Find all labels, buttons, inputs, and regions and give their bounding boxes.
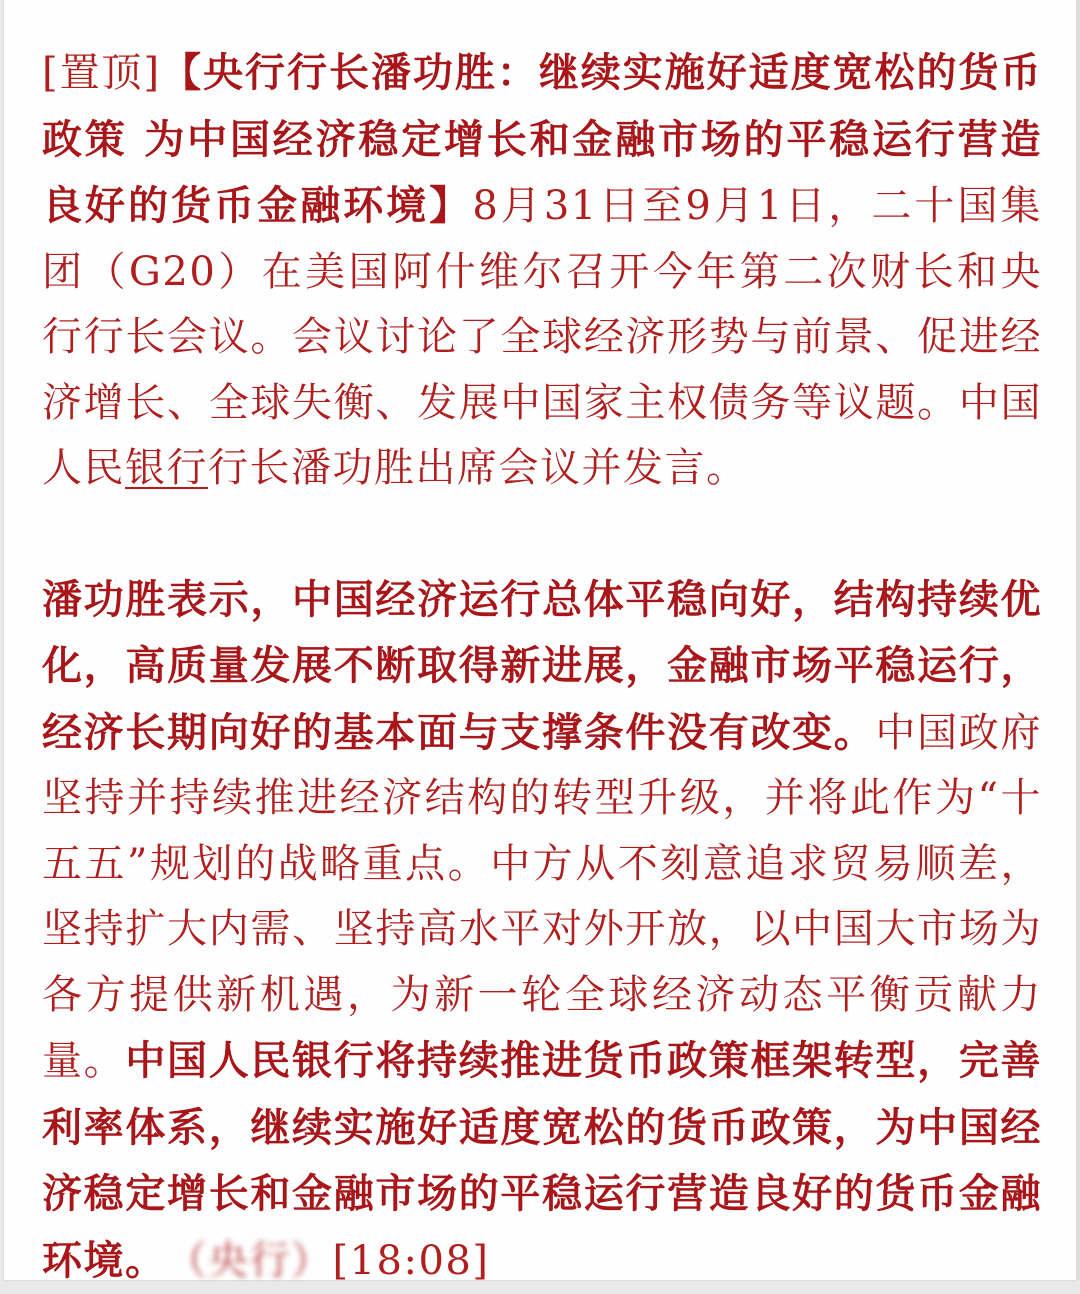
key-statement-1: 潘功胜表示，中国经济运行总体平稳向好，结构持续优化，高质量发展不断取得新进展，金融市场平稳运行，经济长期向好的基本面与支撑条件没有改变。 [42,576,1042,756]
intro-text: 8月31日至9月1日，二十国集团（G20）在美国阿什维尔召开今年第二次财长和央行行长会议。会议讨论了全球经济形势与前景、促进经济增长、全球失衡、发展中国家主权债务等议题。中国人民 [42,183,1042,491]
post-content [42,40,1042,1294]
body-text: 中国政府坚持并持续推进经济结构的转型升级，并将此作为“十五五”规划的战略重点。中方从不刻意追求贸易顺差，坚持扩大内需、坚持高水平对外开放，以中国大市场为各方提供新机遇，为新一轮全球经济动态平衡贡献力量。 [42,710,1042,1085]
timestamp: [18:08] [333,1238,490,1284]
scrollbar[interactable] [1076,0,1080,1280]
post-card [4,0,1076,1280]
intro-text-end: 行长潘功胜出席会议并发言。 [208,445,748,491]
main-paragraph [42,567,1042,1294]
headline: 【央行行长潘功胜：继续实施好适度宽松的货币政策 为中国经济稳定增长和金融市场的平稳运行营造良好的货币金融环境】 [42,49,1042,229]
source-label: （央行） [167,1229,333,1294]
intro-paragraph [42,40,1042,502]
bank-link[interactable]: 银行 [125,445,208,491]
key-statement-2: 中国人民银行将持续推进货币政策框架转型，完善利率体系，继续实施好适度宽松的货币政策，为中国经济稳定增长和金融市场的平稳运行营造良好的货币金融环境。 [42,1037,1042,1284]
pin-label: [置顶] [42,50,161,96]
